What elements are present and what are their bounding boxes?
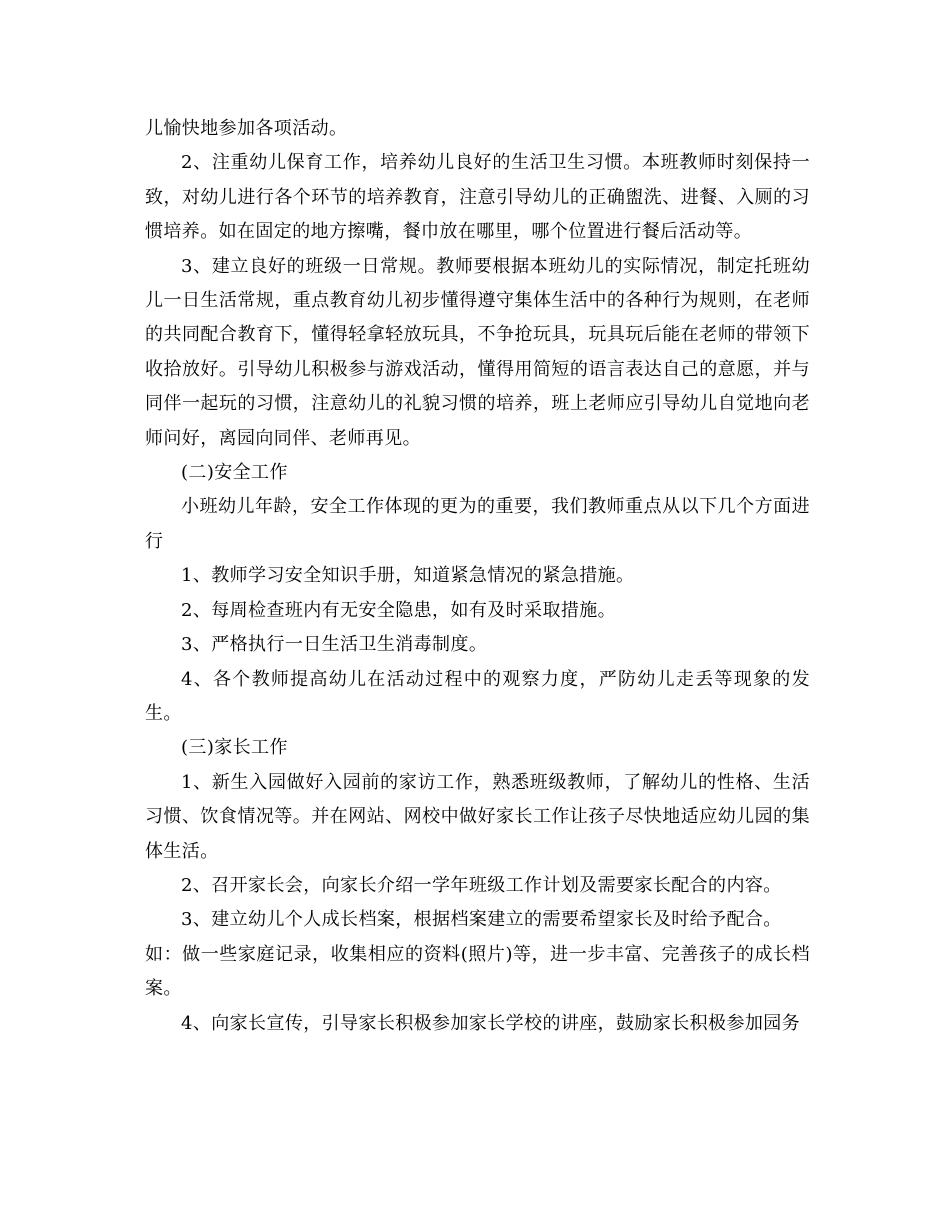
paragraph-safety-item-1: 1、教师学习安全知识手册，知道紧急情况的紧急措施。 [181,565,635,587]
paragraph-safety-item-2: 2、每周检查班内有无安全隐患，如有及时采取措施。 [181,599,617,621]
section-heading-parents: (三)家长工作 [181,737,288,759]
paragraph-parents-item-1: 1、新生入园做好入园前的家访工作，熟悉班级教师，了解幼儿的性格、生活习惯、饮食情况等。并在网站、网校中做好家长工作让孩子尽快地适应幼儿园的集体生活。 [145,771,810,862]
paragraph-parents-item-3: 3、建立幼儿个人成长档案，根据档案建立的需要希望家长及时给予配合。 [181,909,782,931]
paragraph-parents-item-2: 2、召开家长会，向家长介绍一学年班级工作计划及需要家长配合的内容。 [181,874,782,896]
paragraph-continuation: 儿愉快地参加各项活动。 [145,118,348,139]
paragraph-daily-routine: 3、建立良好的班级一日常规。教师要根据本班幼儿的实际情况，制定托班幼儿一日生活常规，重点教育幼儿初步懂得遵守集体生活中的各种行为规则，在老师的共同配合教育下，懂得轻拿轻放玩具，不争抢玩具，玩具玩后能在老师的带领下收拾放好。引导幼儿积极参与游戏活动，懂得用简短的语言表达自己的意愿，并与同伴一起玩的习惯，注意幼儿的礼貌习惯的培养，班上老师应引导幼儿自觉地向老师问好，离园向同伴、老师再见。 [145,255,810,449]
paragraph-parents-item-4: 4、向家长宣传，引导家长积极参加家长学校的讲座，鼓励家长积极参加园务 [181,1012,801,1034]
paragraph-parents-item-3-continued: 如：做一些家庭记录，收集相应的资料(照片)等，进一步丰富、完善孩子的成长档案。 [145,943,810,1000]
section-heading-safety: (二)安全工作 [181,462,288,484]
paragraph-safety-item-3: 3、严格执行一日生活卫生消毒制度。 [181,634,488,656]
paragraph-safety-intro: 小班幼儿年龄，安全工作体现的更为的重要，我们教师重点从以下几个方面进行 [145,496,810,552]
document-body [145,112,810,1041]
paragraph-safety-item-4: 4、各个教师提高幼儿在活动过程中的观察力度，严防幼儿走丢等现象的发生。 [145,668,810,724]
paragraph-childcare-habits: 2、注重幼儿保育工作，培养幼儿良好的生活卫生习惯。本班教师时刻保持一致，对幼儿进行各个环节的培养教育，注意引导幼儿的正确盥洗、进餐、入厕的习惯培养。如在固定的地方擦嘴，餐巾放在哪里，哪个位置进行餐后活动等。 [145,152,810,243]
